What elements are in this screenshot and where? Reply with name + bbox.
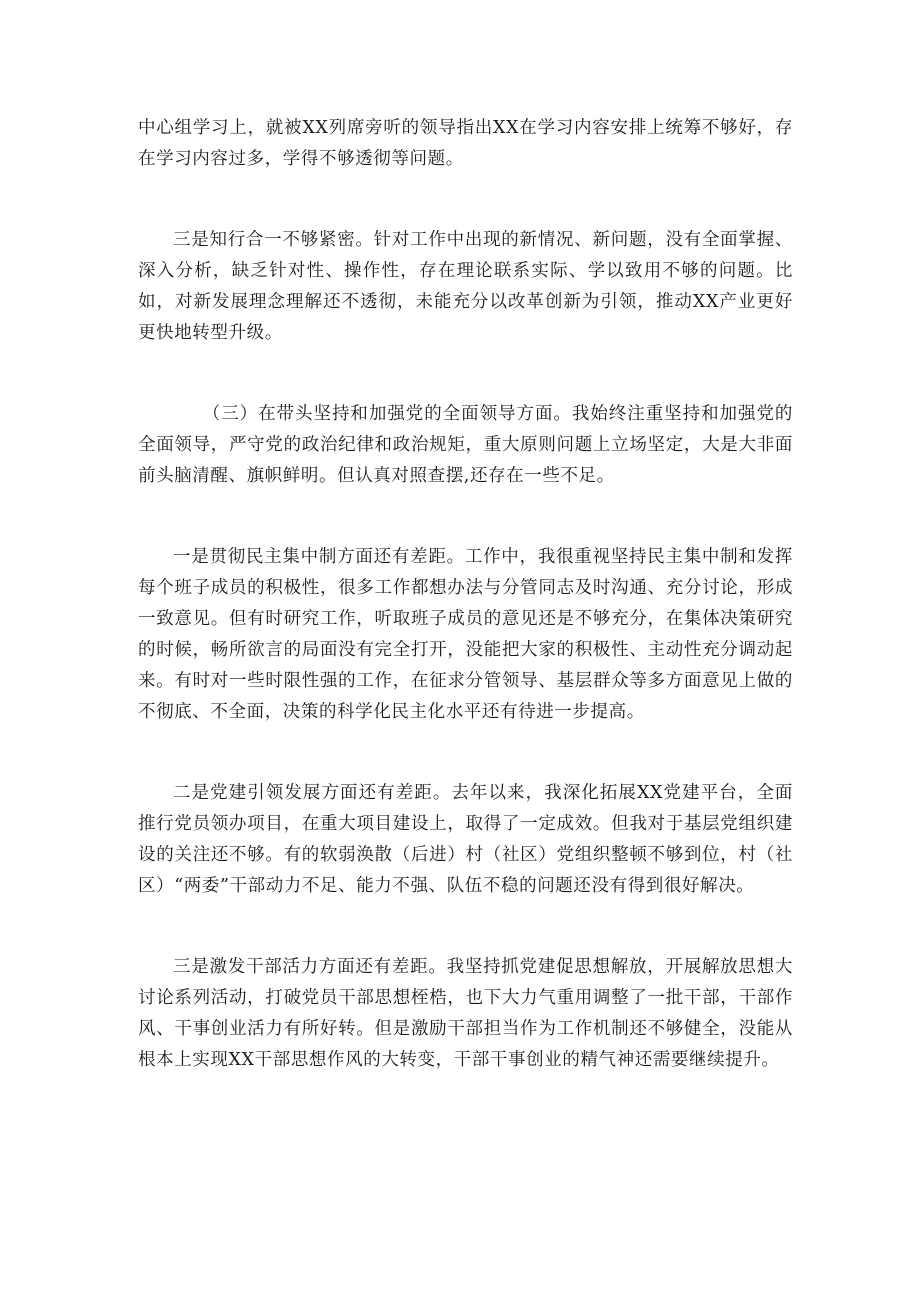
document-body <box>138 113 793 1076</box>
paragraph-democratic-centralism: 一是贯彻民主集中制方面还有差距。工作中，我很重视坚持民主集中制和发挥每个班子成员的积极性，很多工作都想办法与分管同志及时沟通、充分讨论，形成一致意见。但有时研究工作，听取班子成员的意见还是不够充分，在集体决策研究的时候，畅所欲言的局面没有完全打开，没能把大家的积极性、主动性充分调动起来。有时对一些时限性强的工作，在征求分管领导、基层群众等多方面意见上做的不彻底、不全面，决策的科学化民主化水平还有待进一步提高。 <box>138 547 793 722</box>
paragraph-party-building: 二是党建引领发展方面还有差距。去年以来，我深化拓展XX党建平台，全面推行党员领办项目，在重大项目建设上，取得了一定成效。但我对于基层党组织建设的关注还不够。有的软弱涣散（后进）村（社区）党组织整顿不够到位，村（社区）“两委”干部动力不足、能力不强、队伍不稳的问题还没有得到很好解决。 <box>138 783 793 896</box>
paragraph-study-continuation: 中心组学习上，就被XX列席旁听的领导指出XX在学习内容安排上统筹不够好，存在学习内容过多，学得不够透彻等问题。 <box>138 118 793 169</box>
paragraph-knowledge-action: 三是知行合一不够紧密。针对工作中出现的新情况、新问题，没有全面掌握、深入分析，缺乏针对性、操作性，存在理论联系实际、学以致用不够的问题。比如，对新发展理念理解还不透彻，未能充分以改革创新为引领，推动XX产业更好更快地转型升级。 <box>138 230 793 343</box>
paragraph-cadre-vitality: 三是激发干部活力方面还有差距。我坚持抓党建促思想解放，开展解放思想大讨论系列活动，打破党员干部思想桎梏，也下大力气重用调整了一批干部，干部作风、干事创业活力有所好转。但是激励干部担当作为工作机制还不够健全，没能从根本上实现XX干部思想作风的大转变，干部干事创业的精气神还需要继续提升。 <box>138 957 793 1070</box>
paragraph-section-three-heading: （三）在带头坚持和加强党的全面领导方面。我始终注重坚持和加强党的全面领导，严守党的政治纪律和政治规矩，重大原则问题上立场坚定，大是大非面前头脑清醒、旗帜鲜明。但认真对照查摆,还存在一些不足。 <box>138 404 793 486</box>
